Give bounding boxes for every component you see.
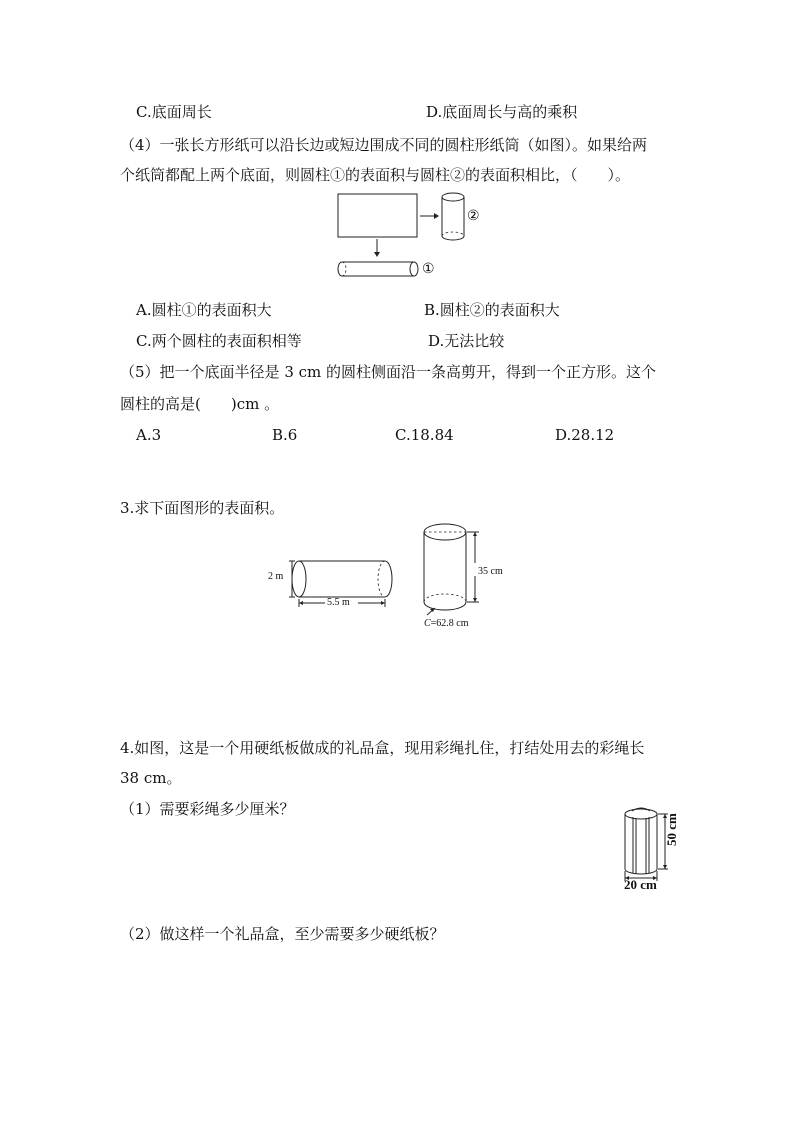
problem-4-option-d: D.无法比较 <box>428 332 505 350</box>
problem-5-line1: （5）把一个底面半径是 3 cm 的圆柱侧面沿一条高剪开，得到一个正方形。这个 <box>120 363 657 381</box>
question-4-line2: 38 cm。 <box>120 769 182 787</box>
option-d-prev: D.底面周长与高的乘积 <box>426 103 578 121</box>
cylinder-1-label: ① <box>422 261 435 277</box>
cylinder-2-figure <box>442 193 464 240</box>
cylinder-1-figure <box>338 262 418 276</box>
question-4-line1: 4.如图，这是一个用硬纸板做成的礼品盒，现用彩绳扎住，打结处用去的彩绳长 <box>120 739 645 757</box>
problem-4-option-b: B.圆柱②的表面积大 <box>424 301 560 319</box>
cylinder-2-label: ② <box>467 208 480 224</box>
question-4-sub1: （1）需要彩绳多少厘米？ <box>120 800 295 818</box>
gift-box-height-label: 50 cm <box>664 813 679 846</box>
fig2-height-label: 35 cm <box>478 566 503 577</box>
problem-5-line2: 圆柱的高是( )cm 。 <box>120 395 280 413</box>
problem-4-line2: 个纸筒都配上两个底面，则圆柱①的表面积与圆柱②的表面积相比，（ ）。 <box>120 166 631 184</box>
paper-rolling-figure <box>330 188 490 283</box>
problem-5-option-a: A.3 <box>136 426 162 444</box>
problem-4-option-a: A.圆柱①的表面积大 <box>136 301 272 319</box>
rectangle-paper <box>338 194 417 237</box>
fig1-diameter-label: 2 m <box>268 571 284 582</box>
question-4-sub2: （2）做这样一个礼品盒，至少需要多少硬纸板？ <box>120 925 445 943</box>
fig2-circumference-value: =62.8 cm <box>430 618 469 629</box>
question-3-title: 3.求下面图形的表面积。 <box>120 499 285 517</box>
arrow-down-head <box>374 252 380 257</box>
option-c-prev: C.底面周长 <box>136 103 212 121</box>
problem-4-option-c: C.两个圆柱的表面积相等 <box>136 332 302 350</box>
gift-box-diameter-label: 20 cm <box>624 877 657 892</box>
arrow-right-head <box>434 213 439 219</box>
problem-5-option-b: B.6 <box>272 426 298 444</box>
problem-4-line1: （4）一张长方形纸可以沿长边或短边围成不同的圆柱形纸筒（如图）。如果给两 <box>120 136 648 154</box>
problem-5-option-d: D.28.12 <box>555 426 615 444</box>
fig1-length-label: 5.5 m <box>327 597 350 608</box>
fig2-circumference-var: C <box>424 618 431 629</box>
fig2-circumference-label <box>424 618 469 630</box>
problem-5-option-c: C.18.84 <box>395 426 454 444</box>
